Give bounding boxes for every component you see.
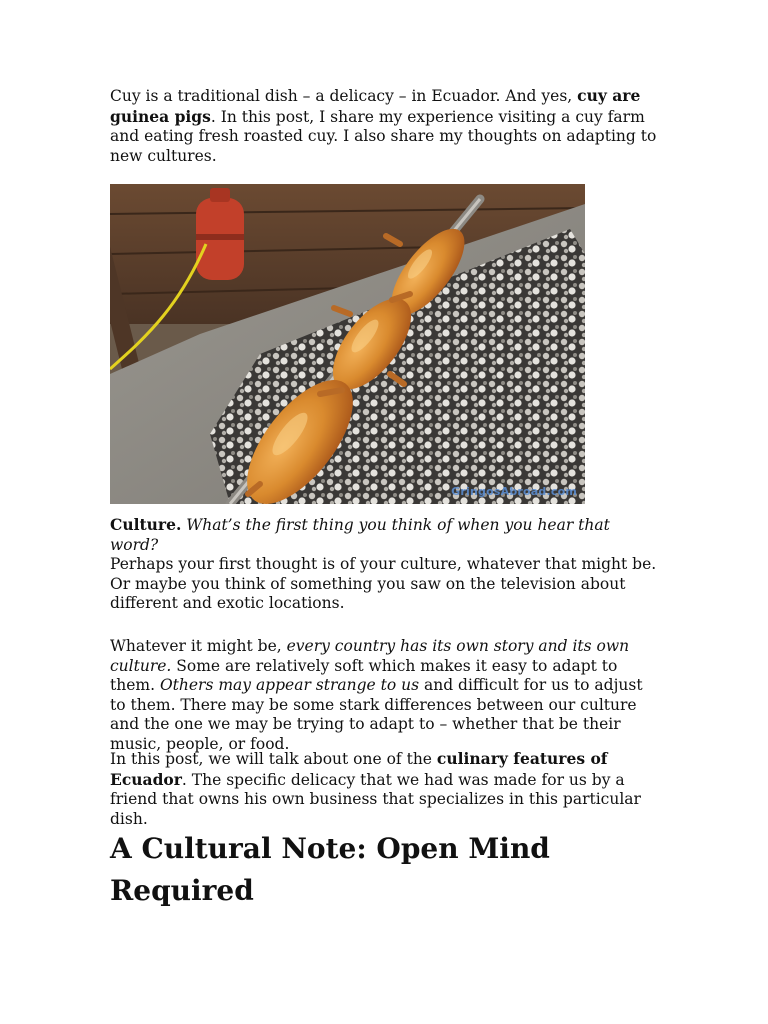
post-paragraph (110, 749, 660, 829)
intro-paragraph (110, 86, 660, 166)
culture-paragraph (110, 515, 660, 614)
post-text-1: In this post, we will talk about one of the (110, 750, 437, 768)
post-text-2: . The specific delicacy that we had was made for us by a friend that owns his own business that specializes in this particular dish. (110, 770, 641, 828)
whatever-italic-2: Others may appear strange to us (159, 676, 420, 694)
roasted-cuy-photo (110, 184, 585, 504)
section-heading: A Cultural Note: Open Mind Required (110, 832, 550, 907)
intro-text-1: Cuy is a traditional dish – a delicacy – in Ecuador. And yes, (110, 87, 578, 105)
whatever-text-2: Some are relatively soft which makes it easy to adapt to them. (110, 656, 618, 694)
intro-bold-cuy-are-guinea-pigs: cuy are guinea pigs (110, 86, 641, 126)
whatever-italic-1: every country has its own story and its own culture. (110, 637, 630, 675)
roasted-cuy-illustration (110, 184, 585, 504)
intro-text-2: . In this post, I share my experience visiting a cuy farm and eating fresh roasted cuy. I also share my thoughts on adapting to new cultures. (110, 107, 657, 165)
culture-bold-word: Culture. (110, 515, 182, 534)
culture-italic-question: What’s the first thing you think of when you hear that word? (110, 516, 610, 554)
whatever-text-3: and difficult for us to adjust to them. There may be some stark differences between our culture and the one we may be trying to adapt to – whether that be their music, people, or food. (110, 676, 643, 753)
photo-watermark: GringosAbroad.com (451, 485, 577, 498)
culture-text: Perhaps your first thought is of your culture, whatever that might be. Or maybe you think of something you saw on the television about different and exotic locations. (110, 555, 657, 612)
whatever-text-1: Whatever it might be, (110, 637, 287, 655)
post-bold-culinary-features: culinary features of Ecuador (110, 749, 608, 789)
whatever-paragraph (110, 637, 660, 754)
